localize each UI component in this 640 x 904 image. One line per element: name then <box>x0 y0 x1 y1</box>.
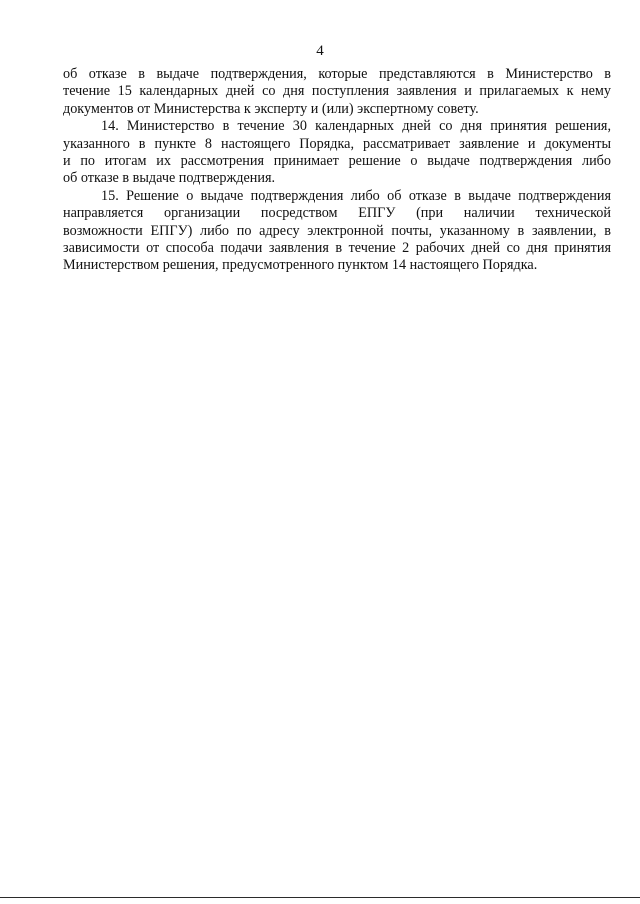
text-line: указанного в пункте 8 настоящего Порядка, рассматривает заявление и документы <box>63 135 611 152</box>
text-line: 15. Решение о выдаче подтверждения либо об отказе в выдаче подтверждения <box>101 187 611 204</box>
paragraph-item-14 <box>63 118 611 188</box>
text-line: зависимости от способа подачи заявления в течение 2 рабочих дней со дня принятия <box>63 240 611 257</box>
text-line: 14. Министерство в течение 30 календарных дней со дня принятия решения, <box>101 118 611 135</box>
paragraph-item-15 <box>63 188 611 275</box>
text-line: и по итогам их рассмотрения принимает решение о выдаче подтверждения либо <box>63 153 611 170</box>
text-line: Министерством решения, предусмотренного пунктом 14 настоящего Порядка. <box>63 257 538 274</box>
text-line: документов от Министерства к эксперту и (или) экспертному совету. <box>63 100 479 117</box>
text-line: об отказе в выдаче подтверждения, которые представляются в Министерство в <box>63 66 611 82</box>
page-number: 4 <box>316 43 324 59</box>
text-line: об отказе в выдаче подтверждения. <box>63 170 276 187</box>
document-body <box>63 66 611 275</box>
scan-edge-line <box>0 897 640 898</box>
paragraph-continuation <box>63 66 611 118</box>
text-line: направляется организации посредством ЕПГУ (при наличии технической <box>63 205 611 222</box>
text-line: течение 15 календарных дней со дня поступления заявления и прилагаемых к нему <box>63 83 611 100</box>
text-line: возможности ЕПГУ) либо по адресу электронной почты, указанному в заявлении, в <box>63 222 611 239</box>
